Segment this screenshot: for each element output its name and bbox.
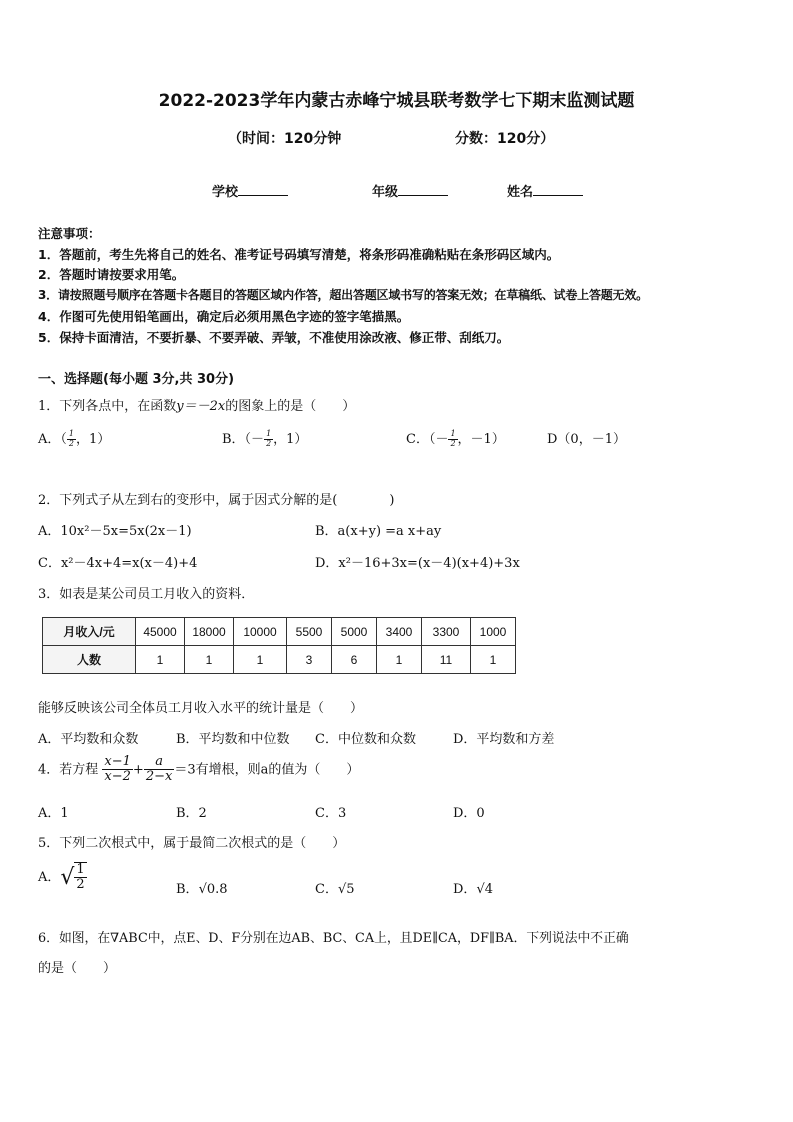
- fraction-numerator: a: [144, 755, 175, 770]
- fraction-denominator: 2: [266, 439, 272, 448]
- fraction-numerator: 1: [266, 429, 272, 439]
- exam-score: 分数：120分）: [455, 131, 555, 147]
- question-6-stem-cont: 的是（ ）: [38, 961, 117, 976]
- question-3-stem: 3．如表是某公司员工月收入的资料．: [38, 587, 255, 602]
- fraction-numerator: x−1: [104, 754, 131, 769]
- notice-item: 5．保持卡面清洁，不要折暴、不要弄破、弄皱，不准使用涂改液、修正带、刮纸刀。: [38, 330, 510, 345]
- q5-option-a: [38, 862, 87, 893]
- fraction-denominator: 2: [450, 439, 456, 448]
- question-4-stem: [38, 755, 359, 785]
- school-field: [212, 181, 288, 200]
- q5-option-d: [453, 878, 493, 897]
- q4-option-d: D．0: [453, 806, 485, 821]
- count-cell: 3: [287, 646, 332, 674]
- sqrt-icon: √: [476, 882, 485, 897]
- q1-option-d: D（0，－1）: [547, 432, 626, 447]
- income-row: [43, 618, 516, 646]
- notice-item: 3．请按照题号顺序在答题卡各题目的答题区域内作答，超出答题区域书写的答案无效；在草稿纸、试卷上答题无效。: [38, 288, 648, 302]
- q5-a-label: A．: [38, 869, 61, 885]
- name-blank: [533, 183, 583, 196]
- grade-label: 年级: [372, 185, 399, 200]
- fraction-numerator: 1: [450, 429, 456, 439]
- income-cell: 3400: [377, 618, 422, 646]
- sqrt-icon: √: [337, 882, 347, 897]
- income-table: [42, 617, 516, 674]
- name-label: 姓名: [507, 185, 534, 200]
- count-header: 人数: [43, 646, 136, 674]
- question-1-stem: [38, 395, 355, 414]
- q5-b-radicand: 0.8: [206, 882, 228, 897]
- notice-item: 4．作图可先使用铅笔画出，确定后必须用黑色字迹的签字笔描黑。: [38, 309, 410, 324]
- q3-option-c: C．中位数和众数: [315, 732, 416, 747]
- section-heading: 一、选择题(每小题 3分,共 30分): [38, 372, 235, 387]
- q1-c-rest: ，－1）: [457, 432, 505, 447]
- q1-function: y＝－2x: [176, 399, 226, 414]
- q4-stem-text-end: ＝3有增根，则a的值为（ ）: [174, 762, 360, 778]
- q1-option-a: [38, 428, 110, 449]
- sqrt-icon: √: [198, 882, 207, 897]
- q1-c-label: C．（－: [406, 432, 449, 447]
- q5-a-fraction: [74, 862, 86, 893]
- q3-option-d: D．平均数和方差: [453, 732, 555, 747]
- income-cell: 18000: [185, 618, 234, 646]
- q1-a-fraction: [67, 430, 76, 449]
- q5-b-label: B．: [176, 882, 199, 897]
- q5-c-label: C．: [315, 882, 338, 897]
- notice-item: 2．答题时请按要求用笔。: [38, 267, 185, 282]
- q2-option-d: D．x²－16+3x=(x－4)(x+4)+3x: [315, 556, 520, 571]
- q1-a-label: A．（: [38, 432, 67, 447]
- exam-time: （时间：120分钟: [228, 131, 342, 147]
- count-cell: 11: [422, 646, 471, 674]
- q1-option-c: [406, 428, 505, 449]
- q4-option-a: A．1: [38, 806, 69, 821]
- fraction-denominator: 2: [68, 439, 74, 448]
- q4-fraction-1: [102, 755, 133, 785]
- question-3-prompt: 能够反映该公司全体员工月收入水平的统计量是（ ）: [38, 701, 364, 716]
- fraction-numerator: 1: [76, 862, 85, 877]
- q1-option-b: [222, 428, 307, 449]
- count-cell: 1: [234, 646, 287, 674]
- fraction-denominator: x−2: [104, 769, 131, 785]
- income-cell: 5000: [332, 618, 377, 646]
- notice-item: 1．答题前，考生先将自己的姓名、准考证号码填写清楚，将条形码准确粘贴在条形码区域内。: [38, 247, 560, 262]
- q4-option-b: B．2: [176, 806, 207, 821]
- fraction-denominator: 2−x: [145, 769, 173, 785]
- q1-stem-text-end: 的图象上的是（ ）: [225, 399, 356, 414]
- q1-b-label: B．（－: [222, 432, 265, 447]
- question-2-stem: 2．下列式子从左到右的变形中，属于因式分解的是( ): [38, 493, 395, 508]
- name-field: [507, 181, 583, 200]
- income-cell: 3300: [422, 618, 471, 646]
- q5-c-radicand: 5: [346, 882, 355, 897]
- q3-option-b: B．平均数和中位数: [176, 732, 290, 747]
- q1-a-rest: ，1）: [75, 432, 111, 447]
- q3-option-a: A．平均数和众数: [38, 732, 139, 747]
- q2-option-c: C．x²－4x+4=x(x－4)+4: [38, 556, 198, 571]
- page-title: 2022-2023学年内蒙古赤峰宁城县联考数学七下期末监测试题: [158, 91, 635, 111]
- q5-option-b: [176, 878, 228, 897]
- q4-plus: +: [132, 762, 144, 778]
- question-5-stem: 5．下列二次根式中，属于最简二次根式的是（ ）: [38, 836, 346, 851]
- income-cell: 10000: [234, 618, 287, 646]
- q1-stem-text: 1．下列各点中，在函数: [38, 399, 177, 414]
- q5-option-c: [315, 878, 355, 897]
- income-cell: 1000: [471, 618, 516, 646]
- grade-field: [372, 181, 448, 200]
- q1-b-fraction: [264, 430, 273, 449]
- q5-d-radicand: 4: [484, 882, 494, 897]
- sqrt-icon: √: [60, 864, 75, 890]
- count-cell: 6: [332, 646, 377, 674]
- school-blank: [238, 183, 288, 196]
- school-label: 学校: [212, 185, 239, 200]
- fraction-denominator: 2: [76, 877, 85, 893]
- question-6-stem: 6．如图，在∇ABC中，点E、D、F分别在边AB、BC、CA上，且DE∥CA，DF∥BA．下列说法中不正确: [38, 931, 629, 946]
- q2-option-b: B．a(x+y) =a x+ay: [315, 524, 442, 539]
- notice-heading: 注意事项：: [38, 226, 101, 241]
- q4-stem-text: 4．若方程: [38, 762, 99, 778]
- income-header: 月收入/元: [43, 618, 136, 646]
- fraction-numerator: 1: [68, 429, 74, 439]
- grade-blank: [398, 183, 448, 196]
- q1-c-fraction: [448, 430, 457, 449]
- count-cell: 1: [471, 646, 516, 674]
- q1-b-rest: ，1）: [273, 432, 308, 447]
- count-row: [43, 646, 516, 674]
- q4-fraction-2: [144, 755, 175, 785]
- count-cell: 1: [377, 646, 422, 674]
- count-cell: 1: [185, 646, 234, 674]
- q5-d-label: D．: [453, 882, 477, 897]
- q4-option-c: C．3: [315, 806, 347, 821]
- income-cell: 5500: [287, 618, 332, 646]
- count-cell: 1: [136, 646, 185, 674]
- q2-option-a: A．10x²－5x=5x(2x－1): [38, 524, 192, 539]
- income-cell: 45000: [136, 618, 185, 646]
